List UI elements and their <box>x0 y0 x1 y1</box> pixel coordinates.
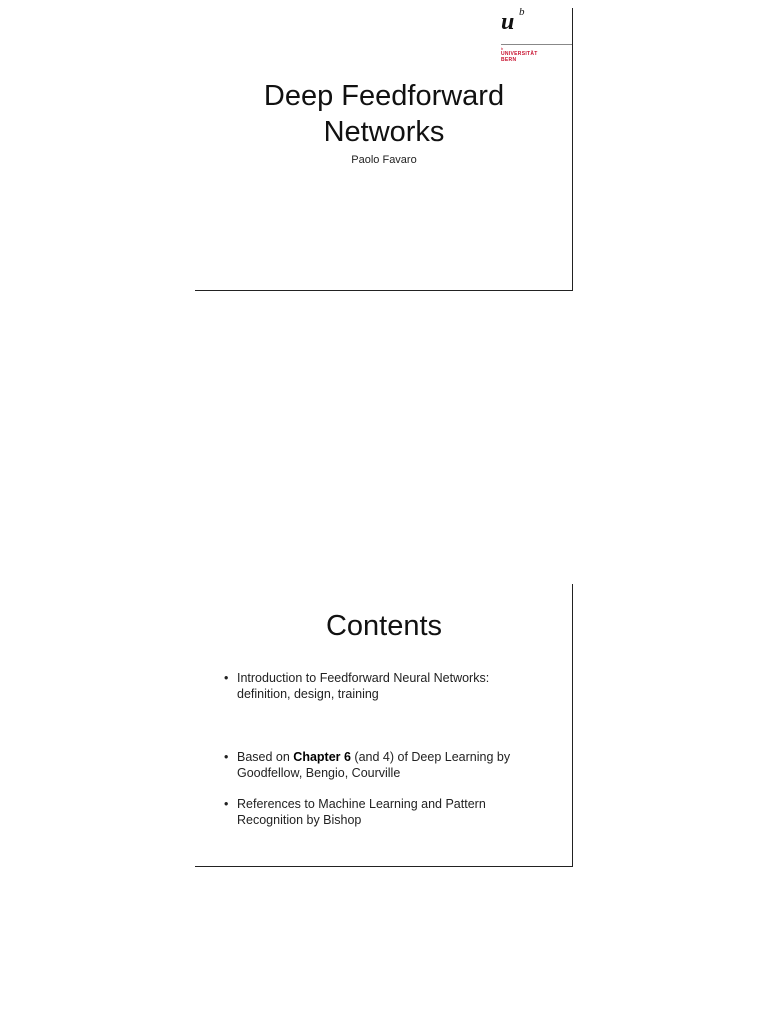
slide-right-border <box>572 8 573 291</box>
bullet-text-line: Recognition by Bishop <box>237 813 362 827</box>
slide-title-line-1: Deep Feedforward <box>263 80 505 112</box>
contents-slide <box>195 584 573 867</box>
bullet-item <box>224 796 544 828</box>
bullet-marker: • <box>224 797 229 811</box>
bullet-marker: • <box>224 671 229 685</box>
slide-bottom-border <box>195 866 573 867</box>
logo-rule <box>501 44 573 45</box>
bullet-text-line: Goodfellow, Bengio, Courville <box>237 766 401 780</box>
logo-text-bern: BERN <box>501 57 517 63</box>
bullet-list <box>224 670 544 828</box>
bullet-text-line: References to Machine Learning and Pattern <box>237 797 486 811</box>
logo-text-university: UNIVERSITÄT <box>501 51 538 57</box>
bullet-text-bold: Chapter 6 <box>293 750 351 764</box>
bullet-item <box>224 749 544 781</box>
bullet-text-line: Introduction to Feedforward Neural Networks: <box>237 671 490 685</box>
slide-right-border <box>572 584 573 867</box>
slide-title-line-2: Networks <box>323 116 445 148</box>
university-logo <box>501 8 573 64</box>
author-name: Paolo Favaro <box>351 154 417 166</box>
bullet-marker: • <box>224 750 229 764</box>
bullet-text-line: definition, design, training <box>237 687 379 701</box>
bullet-text-suffix: (and 4) of Deep Learning by <box>350 750 511 764</box>
bullet-item <box>224 670 544 702</box>
title-slide <box>195 8 573 291</box>
logo-superscript: b <box>519 6 525 18</box>
slide-title <box>195 78 573 150</box>
logo-mark: u <box>501 9 515 35</box>
slide-bottom-border <box>195 290 573 291</box>
logo-tick: b <box>501 46 504 51</box>
slide-title: Contents <box>325 610 443 642</box>
bullet-text-prefix: Based on <box>237 750 294 764</box>
